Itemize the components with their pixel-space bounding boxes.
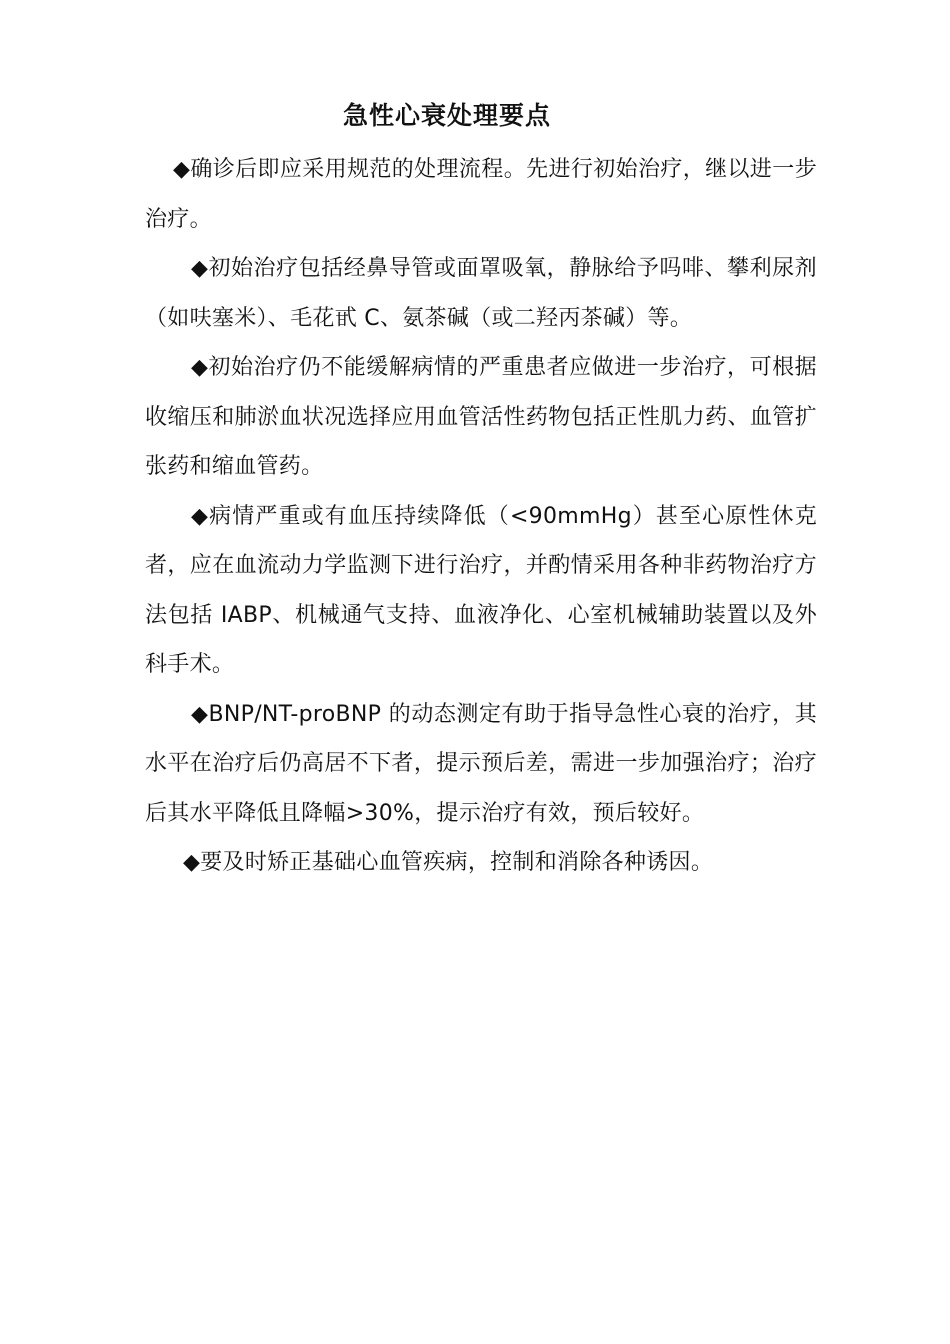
paragraph-1	[145, 145, 817, 244]
paragraph-4	[145, 492, 817, 690]
diamond-bullet-icon: ◆	[191, 701, 209, 727]
diamond-bullet-icon: ◆	[183, 850, 201, 875]
paragraph-5	[145, 690, 817, 839]
paragraph-text: 初始治疗仍不能缓解病情的严重患者应做进一步治疗，可根据收缩压和肺淤血状况选择应用血管活性药物包括正性肌力药、血管扩张药和缩血管药。	[145, 355, 817, 479]
paragraph-3	[145, 343, 817, 492]
diamond-bullet-icon: ◆	[191, 503, 210, 529]
paragraph-text: 确诊后即应采用规范的处理流程。先进行初始治疗，继以进一步治疗。	[145, 157, 817, 232]
paragraph-2	[145, 244, 817, 343]
diamond-bullet-icon: ◆	[191, 256, 209, 281]
document-title: 急性心衰处理要点	[342, 101, 551, 130]
paragraph-6	[145, 838, 817, 888]
paragraph-text: 要及时矫正基础心血管疾病，控制和消除各种诱因。	[200, 850, 714, 875]
paragraph-text: 病情严重或有血压持续降低（<90mmHg）甚至心原性休克者，应在血流动力学监测下进行治疗，并酌情采用各种非药物治疗方法包括 IABP、机械通气支持、血液净化、心室机械辅助装置以及外科手术。	[145, 503, 817, 677]
diamond-bullet-icon: ◆	[191, 355, 209, 380]
paragraph-text: 初始治疗包括经鼻导管或面罩吸氧，静脉给予吗啡、攀利尿剂（如呋塞米）、毛花甙 C、氨茶碱（或二羟丙茶碱）等。	[145, 256, 817, 331]
document-body	[145, 145, 817, 888]
paragraph-text: BNP/NT-proBNP 的动态测定有助于指导急性心衰的治疗，其水平在治疗后仍高居不下者，提示预后差，需进一步加强治疗；治疗后其水平降低且降幅>30%，提示治疗有效，预后较好。	[145, 701, 817, 826]
diamond-bullet-icon: ◆	[173, 157, 191, 182]
